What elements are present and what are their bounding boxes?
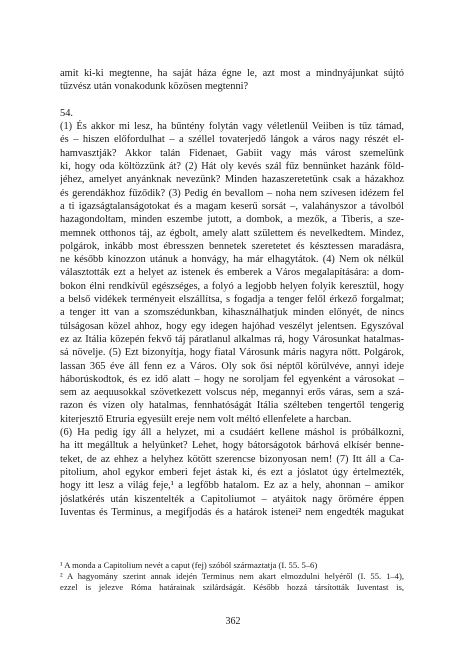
text-line: ez az Itália közepén fekvő táj páratlanul alkalmas rá, hogy Városunkat hatalmas- (60, 333, 404, 345)
text-line: Iuventas és Terminus, a megifjodás és a határok istenei² nem engedték magukat (60, 506, 404, 518)
text-line: ki, hogy oda költözzünk át? (2) Hát oly kevés szál fűz bennünket hazánk föld- (60, 161, 404, 173)
text-line: (6) Ha pedig így áll a helyzet, mi a csudáért kellene máshol is próbálkozni, (60, 427, 404, 439)
main-text (60, 67, 404, 519)
text-line: kiterjesztő Etruria egyesült ereje nem volt méltó ellenfelete a harcban. (60, 413, 352, 425)
text-line: és – hiszen előfordulhat – a széllel tovaterjedő lángok a város nagy részét el- (60, 134, 404, 146)
footnote-line: ¹ A monda a Capitolium nevét a caput (fej) szóból származtatja (I. 55. 5–6) (60, 560, 318, 570)
text-line: hamvasztják? Akkor talán Fidenaet, Gabiit vagy más várost szemelünk (60, 147, 404, 159)
paragraph-gap (60, 94, 404, 107)
text-line: a tenger itt van a szomszédunkban, kihasználhatjuk minden előnyét, de nincs (60, 307, 404, 319)
text-line: pitolium, ahol egykor emberi fejet ástak ki, és ezt a jóslatot úgy értelmezték, (60, 466, 404, 478)
text-line: polgárok, inkább most ébresszen bennetek szeretetet és késztessen maradásra, (60, 240, 404, 252)
text-line: túlságosan közel ahhoz, hogy egy idegen hajóhad veszélyt jelentsen. Egyszóval (60, 320, 404, 332)
text-line: és gerendákhoz fűződik? (3) Pedig én bevallom – noha nem szívesen idézem fel (60, 187, 404, 199)
text-line: a belső vidékek terményeit elszállítsa, s fogadja a tenger felől érkező forgalmat; (60, 294, 404, 306)
text-line: (1) És akkor mi lesz, ha bűntény folytán vagy véletlenül Veiiben is tűz támad, (60, 121, 404, 133)
text-line: tűzvész után vonakodunk közösen megtenni? (60, 81, 249, 93)
text-line: razon és vízen oly hatalmas, fennhatóságát Itália szélteben tengertől tengerig (60, 400, 404, 412)
text-line: jéhez, amelyet anyánknak nevezünk? Minden hazaszeretetünk csak a házakhoz (60, 174, 404, 186)
page-number: 362 (225, 616, 241, 627)
footnote-line: ² A hagyomány szerint annak idején Terminus nem akart elmozdulni helyéről (I. 55. 1–4), (60, 571, 404, 582)
text-line: választották ezt a helyet az istenek és emberek a Város megalapítására: a dom- (60, 267, 404, 279)
text-line: a ti igazságtalanságotokat és a magam keserű sorsát –, valahányszor a távolból (60, 200, 404, 212)
text-line: sem az aequusokkal szövetkezett volscus nép, megannyi erős váras, sem a szá- (60, 387, 404, 399)
text-line: amit ki-ki megtenne, ha saját háza égne le, azt most a mindnyájunkat sújtó (60, 68, 404, 79)
text-line: háborúskodtok, és ez idő alatt – hogy ne soroljam fel egyenként a városokat – (60, 373, 404, 385)
text-line: sá növelje. (5) Ezt bizonyítja, hogy fiatal Városunk máris nagyra nőtt. Polgárok, (60, 347, 404, 359)
text-line: hogy itt lesz a világ feje,¹ a legfőbb hatalom. Ez az a hely, ahonnan – amikor (60, 480, 404, 492)
footnotes (60, 560, 404, 594)
text-line: bokon élni rendkívül egészséges, a folyó a legjobb helyen folyik keresztül, hogy (60, 280, 404, 292)
text-line: ne később kínozzon utánuk a honvágy, ha már elhagytátok. (4) Nem ok nélkül (60, 254, 404, 266)
text-line: ha itt megálltuk a helyünket? Lehet, hogy bátorságotok bárhová elkísér benne- (60, 440, 404, 452)
text-line: hazagondoltam, minden eszembe jutott, a dombok, a mezők, a Tiberis, a sze- (60, 214, 404, 226)
text-line: lassan 365 éve áll fenn ez a Város. Oly sok ősi néptől körülvéve, annyi ideje (60, 360, 404, 372)
text-line: teket, de az ehhez a helyhez kötött szerencse bizonyosan nem! (7) Itt áll a Ca- (60, 453, 404, 465)
footnote-line: ezzel is jelezve Róma határainak szilárdságát. Később hozzá társították Iuventast is, (60, 582, 404, 593)
text-line: memnek otthonos táj, az égbolt, amely alatt születtem és nevelkedtem. Mindez, (60, 227, 404, 239)
section-number: 54. (60, 107, 73, 119)
text-line: jóslatkérés után kiszentelték a Capitoliumot – atyáitok nagy örömére éppen (60, 493, 404, 505)
